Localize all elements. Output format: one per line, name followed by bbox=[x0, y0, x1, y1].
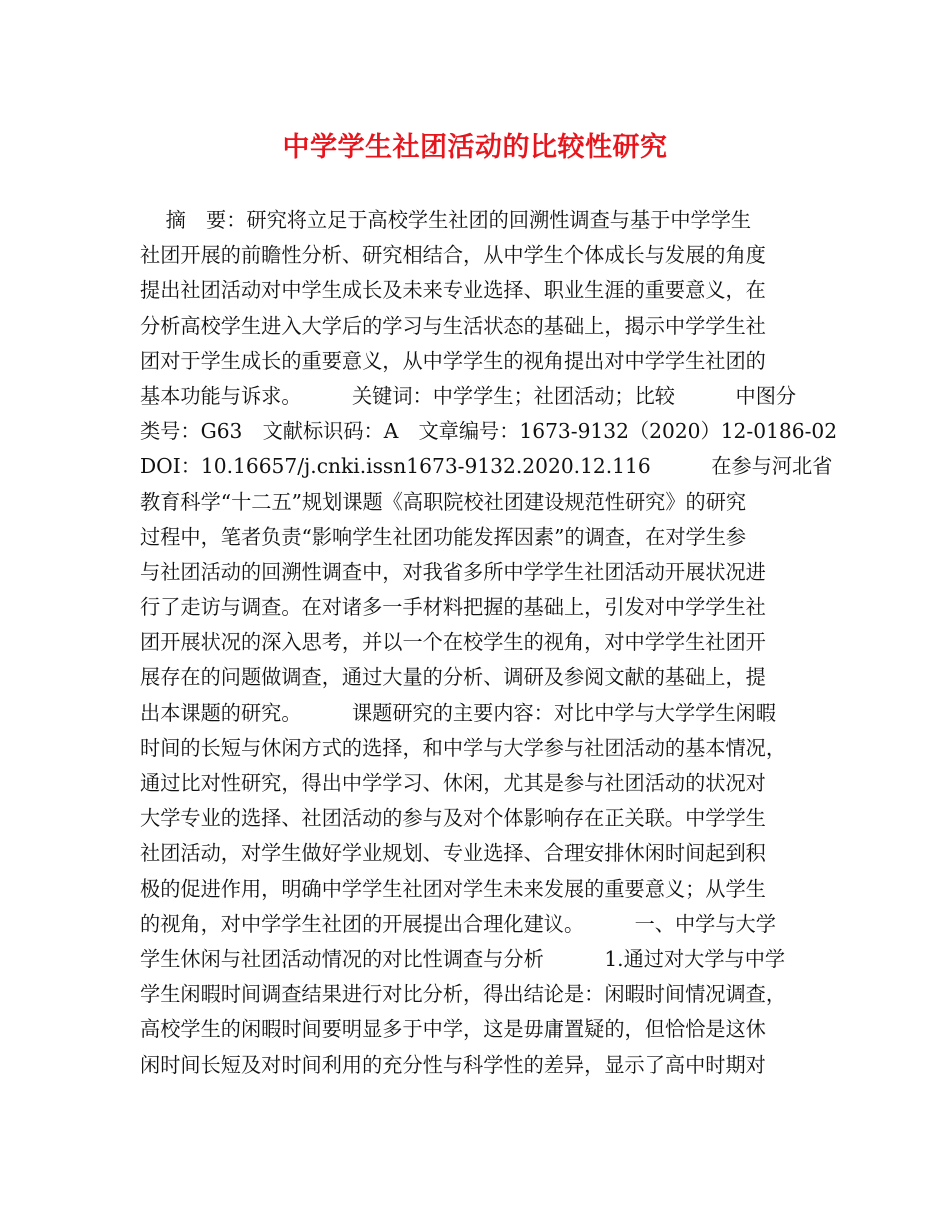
document-body bbox=[140, 203, 838, 1083]
body-line: 摘 要：研究将立足于高校学生社团的回溯性调查与基于中学学生 bbox=[140, 208, 752, 232]
body-line: 分析高校学生进入大学后的学习与生活状态的基础上，揭示中学学生社 bbox=[140, 313, 766, 338]
body-line: 行了走访与调查。在对诸多一手材料把握的基础上，引发对中学学生社 bbox=[140, 595, 766, 620]
body-line: 基本功能与诉求。 关键词：中学学生；社团活动；比较 中图分 bbox=[140, 383, 797, 408]
document-title: 中学学生社团活动的比较性研究 bbox=[282, 132, 668, 163]
body-line: 类号：G63 文献标识码：A 文章编号：1673-9132（2020）12-0186-02 bbox=[140, 419, 838, 444]
body-line: 时间的长短与休闲方式的选择，和中学与大学参与社团活动的基本情况， bbox=[140, 735, 787, 760]
body-line: 提出社团活动对中学生成长及未来专业选择、职业生涯的重要意义，在 bbox=[140, 278, 766, 303]
body-line: 社团开展的前瞻性分析、研究相结合，从中学生个体成长与发展的角度 bbox=[140, 243, 766, 268]
body-line: 通过比对性研究，得出中学学习、休闲，尤其是参与社团活动的状况对 bbox=[140, 771, 766, 795]
body-line: 出本课题的研究。 课题研究的主要内容：对比中学与大学学生闲暇 bbox=[140, 700, 776, 725]
body-line: 学生休闲与社团活动情况的对比性调查与分析 1.通过对大学与中学 bbox=[140, 946, 786, 971]
body-line: 团开展状况的深入思考，并以一个在校学生的视角，对中学学生社团开 bbox=[140, 630, 766, 655]
body-line: 社团活动，对学生做好学业规划、专业选择、合理安排休闲时间起到积 bbox=[140, 841, 766, 866]
body-line: 的视角，对中学学生社团的开展提出合理化建议。 一、中学与大学 bbox=[140, 911, 776, 936]
body-line: 过程中，笔者负责“影响学生社团功能发挥因素”的调查，在对学生参 bbox=[140, 524, 747, 549]
body-line: 极的促进作用，明确中学学生社团对学生未来发展的重要意义；从学生 bbox=[140, 876, 766, 901]
body-line: 高校学生的闲暇时间要明显多于中学，这是毋庸置疑的，但恰恰是这休 bbox=[140, 1017, 766, 1042]
body-line: 展存在的问题做调查，通过大量的分析、调研及参阅文献的基础上，提 bbox=[140, 665, 766, 690]
body-line: 教育科学“十二五”规划课题《高职院校社团建设规范性研究》的研究 bbox=[140, 489, 747, 514]
body-line: 团对于学生成长的重要意义，从中学学生的视角提出对中学学生社团的 bbox=[140, 348, 766, 373]
body-line: 与社团活动的回溯性调查中，对我省多所中学学生社团活动开展状况进 bbox=[140, 559, 766, 584]
body-line: 闲时间长短及对时间利用的充分性与科学性的差异，显示了高中时期对 bbox=[140, 1052, 766, 1077]
body-line: DOI：10.16657/j.cnki.issn1673-9132.2020.12.116 在参与河北省 bbox=[140, 454, 833, 479]
body-line: 大学专业的选择、社团活动的参与及对个体影响存在正关联。中学学生 bbox=[140, 806, 766, 831]
body-line: 学生闲暇时间调查结果进行对比分析，得出结论是：闲暇时间情况调查， bbox=[140, 982, 787, 1007]
